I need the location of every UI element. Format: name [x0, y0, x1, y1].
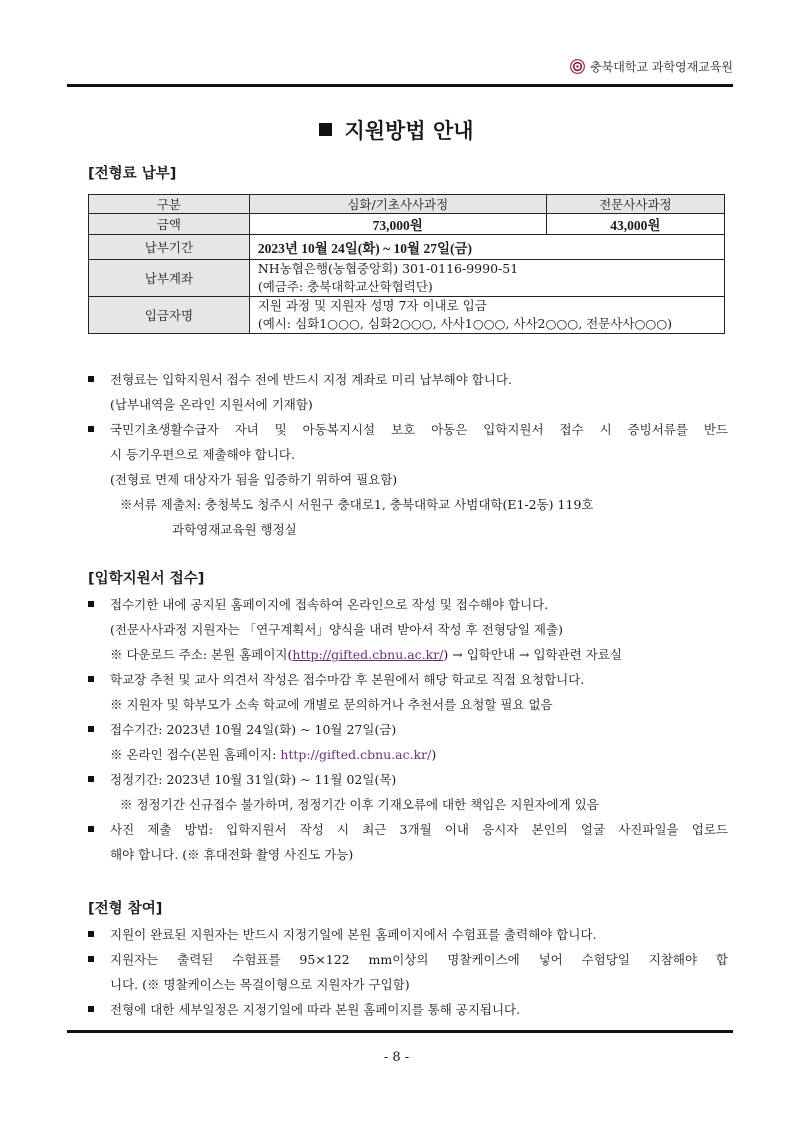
fee-account-line2: (예금주: 충북대학교산학협력단) — [257, 279, 433, 294]
fee-account-line1: NH농협은행(농협중앙회) 301-0116-9990-51 — [257, 261, 519, 276]
university-emblem-icon — [570, 59, 585, 74]
application-note-sub: (전문사사과정 지원자는 「연구계획서」양식을 내려 받아서 작성 후 전형당일 제출) — [110, 622, 563, 637]
fee-table-category-label: 구분 — [89, 195, 250, 214]
fee-notes — [88, 367, 728, 542]
fee-note-sub: (전형료 면제 대상자가 됨을 입증하기 위하여 필요함) — [110, 472, 398, 487]
square-bullet-icon — [88, 776, 94, 782]
list-item — [88, 417, 728, 442]
fee-note-text: 국민기초생활수급자 자녀 및 아동복지시설 보호 아동은 입학지원서 접수 시 증빙서류를 반드 — [110, 422, 728, 437]
fee-table-col1-header: 심화/기초사사과정 — [249, 195, 546, 214]
list-item — [88, 592, 728, 617]
fee-submission-office: 과학영재교육원 행정실 — [172, 522, 297, 537]
list-item — [88, 667, 728, 692]
square-bullet-icon — [88, 931, 94, 937]
exam-note-text: 지원이 완료된 지원자는 반드시 지정기일에 본원 홈페이지에서 수험표를 출력해야 합니다. — [110, 927, 597, 942]
fee-note-text: 전형료는 입학지원서 접수 전에 반드시 지정 계좌로 미리 납부해야 합니다. — [110, 372, 512, 387]
square-bullet-icon — [88, 376, 94, 382]
square-bullet-icon — [88, 601, 94, 607]
header-org-name: 충북대학교 과학영재교육원 — [590, 60, 733, 74]
application-period-text: 접수기간: 2023년 10월 24일(화) ~ 10월 27일(금) — [110, 722, 397, 737]
application-note-text: 접수기한 내에 공지된 홈페이지에 접속하여 온라인으로 작성 및 접수해야 합니다. — [110, 597, 549, 612]
fee-amount-col2: 43,000원 — [546, 214, 724, 235]
fee-table-header-row — [89, 195, 725, 214]
photo-submission-text: 사진 제출 방법: 입학지원서 작성 시 최근 3개월 이내 응시자 본인의 얼굴 사진파일을 업로드 — [110, 822, 728, 837]
list-item — [88, 767, 728, 792]
application-note-sub: 해야 합니다. (※ 휴대전화 촬영 사진도 가능) — [110, 847, 354, 862]
exam-note-text: 전형에 대한 세부일정은 지정기일에 따라 본원 홈페이지를 통해 공지됩니다. — [110, 1002, 521, 1017]
online-suffix: ) — [431, 747, 437, 762]
online-prefix: ※ 온라인 접수(본원 홈페이지: — [110, 747, 281, 762]
fee-table-depositor-row — [89, 297, 725, 334]
fee-table-period-row — [89, 235, 725, 260]
square-bullet-icon — [88, 956, 94, 962]
fee-note-sub: 시 등기우편으로 제출해야 합니다. — [110, 447, 295, 462]
exam-note-sub: 니다. (※ 명찰케이스는 목걸이형으로 지원자가 구입함) — [110, 977, 410, 992]
fee-table-amount-label: 금액 — [89, 214, 250, 235]
application-note-sub: ※ 지원자 및 학부모가 소속 학교에 개별로 문의하거나 추천서를 요청할 필요 없음 — [110, 697, 553, 712]
fee-note-sub: (납부내역을 온라인 지원서에 기재함) — [110, 397, 313, 412]
square-bullet-icon — [88, 426, 94, 432]
application-note-text: 학교장 추천 및 교사 의견서 작성은 접수마감 후 본원에서 해당 학교로 직접 요청합니다. — [110, 672, 585, 687]
homepage-link[interactable]: http://gifted.cbnu.ac.kr/ — [292, 647, 444, 662]
section-heading-exam: [전형 참여] — [88, 901, 163, 917]
list-item — [88, 922, 728, 947]
application-online-line — [88, 742, 728, 767]
application-notes — [88, 592, 728, 867]
square-bullet-icon — [319, 123, 332, 136]
list-item — [88, 817, 728, 842]
square-bullet-icon — [88, 1006, 94, 1012]
fee-table — [88, 194, 725, 334]
fee-table-depositor-label: 입금자명 — [89, 297, 250, 334]
section-heading-application: [입학지원서 접수] — [88, 571, 205, 587]
list-item — [88, 367, 728, 392]
list-item — [88, 947, 728, 972]
application-download-line — [88, 642, 728, 667]
square-bullet-icon — [88, 726, 94, 732]
footer-rule — [67, 1030, 733, 1033]
correction-period-text: 정정기간: 2023년 10월 31일(화) ~ 11월 02일(목) — [110, 772, 397, 787]
list-item — [88, 717, 728, 742]
fee-depositor-line1: 지원 과정 및 지원자 성명 7자 이내로 입금 — [257, 298, 487, 313]
header-rule — [67, 84, 733, 87]
download-prefix: ※ 다운로드 주소: 본원 홈페이지( — [110, 647, 293, 662]
fee-amount-col1: 73,000원 — [249, 214, 546, 235]
fee-depositor-cell — [249, 297, 724, 334]
fee-table-period-label: 납부기간 — [89, 235, 250, 260]
square-bullet-icon — [88, 676, 94, 682]
fee-submission-address: ※서류 제출처: 충청북도 청주시 서원구 충대로1, 충북대학교 사범대학(E1-2동) 119호 — [120, 497, 594, 512]
page-title-text: 지원방법 안내 — [344, 119, 474, 143]
fee-table-account-label: 납부계좌 — [89, 260, 250, 297]
list-item — [88, 997, 728, 1022]
square-bullet-icon — [88, 826, 94, 832]
page-header — [0, 58, 733, 75]
section-heading-fee: [전형료 납부] — [88, 166, 177, 182]
download-suffix: ) → 입학안내 → 입학관련 자료실 — [443, 647, 622, 662]
fee-depositor-line2: (예시: 심화1○○○, 심화2○○○, 사사1○○○, 사사2○○○, 전문사사○○○) — [257, 316, 673, 331]
fee-table-amount-row — [89, 214, 725, 235]
exam-notes — [88, 922, 728, 1022]
fee-table-account-row — [89, 260, 725, 297]
fee-table-col2-header: 전문사사과정 — [546, 195, 724, 214]
page-title — [0, 115, 793, 145]
fee-account-cell — [249, 260, 724, 297]
page-number: - 8 - — [383, 1050, 410, 1065]
application-note-sub: ※ 정정기간 신규접수 불가하며, 정정기간 이후 기재오류에 대한 책임은 지원자에게 있음 — [120, 797, 599, 812]
fee-period-value: 2023년 10월 24일(화) ~ 10월 27일(금) — [249, 235, 724, 260]
exam-note-text: 지원자는 출력된 수험표를 95×122 mm이상의 명찰케이스에 넣어 수험당일 지참해야 합 — [110, 952, 728, 967]
homepage-link[interactable]: http://gifted.cbnu.ac.kr/ — [280, 747, 432, 762]
